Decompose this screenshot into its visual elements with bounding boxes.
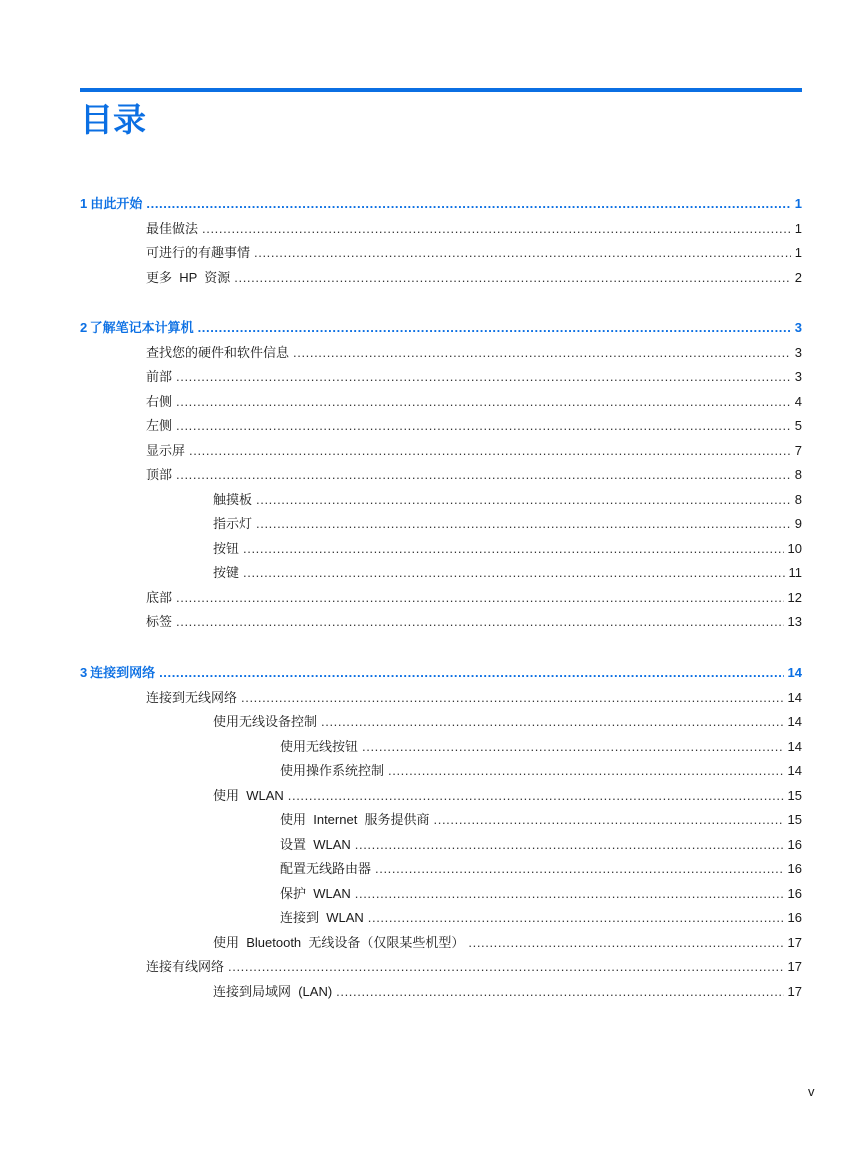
dot-leader (293, 343, 791, 363)
dot-leader (355, 835, 784, 855)
toc-page: 14 (787, 714, 802, 729)
toc-label: 连接有线网络 (146, 959, 225, 974)
toc-entry[interactable] (146, 441, 802, 461)
toc-label: 右侧 (146, 394, 173, 409)
dot-leader (355, 884, 784, 904)
toc-entry[interactable] (213, 490, 802, 510)
toc-label: 由此开始 (90, 196, 143, 211)
toc-page: 15 (787, 812, 802, 827)
toc-label: 指示灯 (213, 516, 253, 531)
toc-page: 7 (794, 443, 802, 458)
toc-page: 11 (788, 565, 802, 580)
toc-page: 3 (794, 345, 802, 360)
toc-chapter[interactable] (80, 663, 802, 683)
dot-leader (198, 318, 791, 338)
dot-leader (243, 563, 784, 583)
toc-entry[interactable] (280, 884, 802, 904)
toc-page: 16 (787, 910, 802, 925)
toc-page: 1 (794, 196, 802, 211)
dot-leader (256, 490, 791, 510)
toc-label: 底部 (146, 590, 173, 605)
dot-leader (241, 688, 784, 708)
toc-entry[interactable] (146, 219, 802, 239)
chapter-number: 1 (80, 196, 88, 211)
toc-label: 保护 WLAN (280, 886, 351, 901)
toc-entry[interactable] (146, 392, 802, 412)
dot-leader (362, 737, 784, 757)
toc-page: 14 (787, 739, 802, 754)
toc-page: 17 (787, 959, 802, 974)
toc-page: 12 (787, 590, 802, 605)
toc-label: 使用操作系统控制 (280, 763, 385, 778)
toc-entry[interactable] (146, 465, 802, 485)
toc-entry[interactable] (146, 957, 802, 977)
toc-chapter[interactable] (80, 194, 802, 214)
toc-label: 最佳做法 (146, 221, 199, 236)
dot-leader (228, 957, 784, 977)
toc-label: 使用 WLAN (213, 788, 284, 803)
toc-entry[interactable] (280, 835, 802, 855)
toc-page: 1 (794, 221, 802, 236)
dot-leader (468, 933, 783, 953)
dot-leader (176, 367, 791, 387)
dot-leader (176, 416, 791, 436)
toc-label: 更多 HP 资源 (146, 270, 231, 285)
dot-leader (189, 441, 791, 461)
dot-leader (336, 982, 783, 1002)
toc-label: 了解笔记本计算机 (89, 320, 194, 335)
toc-label: 顶部 (146, 467, 173, 482)
toc-label: 按键 (213, 565, 240, 580)
dot-leader (176, 465, 791, 485)
dot-leader (176, 612, 784, 632)
dot-leader (288, 786, 784, 806)
dot-leader (256, 514, 791, 534)
toc-page: 5 (794, 418, 802, 433)
top-rule (80, 88, 802, 92)
toc-label: 显示屏 (146, 443, 186, 458)
toc-page: 16 (787, 837, 802, 852)
toc-page: 15 (787, 788, 802, 803)
dot-leader (243, 539, 784, 559)
toc-page: 2 (794, 270, 802, 285)
toc-label: 连接到无线网络 (146, 690, 238, 705)
toc-label: 连接到局域网 (LAN) (213, 984, 333, 999)
toc-label: 可进行的有趣事情 (146, 245, 251, 260)
toc-entry[interactable] (213, 933, 802, 953)
toc-page: 9 (794, 516, 802, 531)
toc-label: 查找您的硬件和软件信息 (146, 345, 290, 360)
dot-leader (375, 859, 784, 879)
toc-label: 使用无线设备控制 (213, 714, 318, 729)
toc-page: 8 (794, 467, 802, 482)
toc-label: 连接到网络 (90, 665, 156, 680)
page-title: 目录 (80, 101, 146, 138)
dot-leader (146, 194, 790, 214)
toc-entry[interactable] (280, 810, 802, 830)
dot-leader (388, 761, 784, 781)
toc-page: 14 (787, 690, 802, 705)
toc-entry[interactable] (213, 514, 802, 534)
toc-chapter[interactable] (80, 318, 802, 338)
toc-label: 左侧 (146, 418, 173, 433)
dot-leader (254, 243, 791, 263)
dot-leader (368, 908, 784, 928)
dot-leader (434, 810, 784, 830)
page-number: v (808, 1084, 815, 1099)
dot-leader (176, 588, 784, 608)
toc-page: 14 (787, 763, 802, 778)
toc-page: 13 (787, 614, 802, 629)
toc-page: 17 (787, 984, 802, 999)
dot-leader (234, 268, 790, 288)
toc-label: 触摸板 (213, 492, 253, 507)
toc-page: 3 (794, 320, 802, 335)
toc-entry[interactable] (146, 688, 802, 708)
toc-label: 使用 Bluetooth 无线设备（仅限某些机型） (213, 935, 465, 950)
toc-entry[interactable] (280, 761, 802, 781)
toc-entry[interactable] (280, 737, 802, 757)
toc-entry[interactable] (146, 343, 802, 363)
toc-entry[interactable] (146, 612, 802, 632)
toc-label: 连接到 WLAN (280, 910, 364, 925)
dot-leader (321, 712, 784, 732)
toc-label: 设置 WLAN (280, 837, 351, 852)
toc-entry[interactable] (146, 367, 802, 387)
dot-leader (202, 219, 791, 239)
toc-page: 14 (787, 665, 802, 680)
toc-label: 前部 (146, 369, 173, 384)
toc-entry[interactable] (280, 908, 802, 928)
toc-page: 17 (787, 935, 802, 950)
chapter-number: 2 (80, 320, 88, 335)
toc-page: 1 (794, 245, 802, 260)
toc-entry[interactable] (146, 268, 802, 288)
toc-page: 3 (794, 369, 802, 384)
toc-entry[interactable] (146, 243, 802, 263)
toc-label: 按钮 (213, 541, 240, 556)
toc-page: 8 (794, 492, 802, 507)
toc-entry[interactable] (213, 539, 802, 559)
toc-entry[interactable] (213, 982, 802, 1002)
dot-leader (176, 392, 791, 412)
toc-page: 16 (787, 861, 802, 876)
toc-entry[interactable] (213, 563, 802, 583)
toc-label: 配置无线路由器 (280, 861, 372, 876)
chapter-number: 3 (80, 665, 88, 680)
toc-entry[interactable] (146, 416, 802, 436)
toc-entry[interactable] (146, 588, 802, 608)
toc-label: 标签 (146, 614, 173, 629)
toc-page: 4 (794, 394, 802, 409)
toc-entry[interactable] (280, 859, 802, 879)
toc-entry[interactable] (213, 712, 802, 732)
toc-label: 使用 Internet 服务提供商 (280, 812, 430, 827)
dot-leader (159, 663, 783, 683)
toc-entry[interactable] (213, 786, 802, 806)
toc-page: 16 (787, 886, 802, 901)
toc-label: 使用无线按钮 (280, 739, 359, 754)
toc-page: 10 (787, 541, 802, 556)
